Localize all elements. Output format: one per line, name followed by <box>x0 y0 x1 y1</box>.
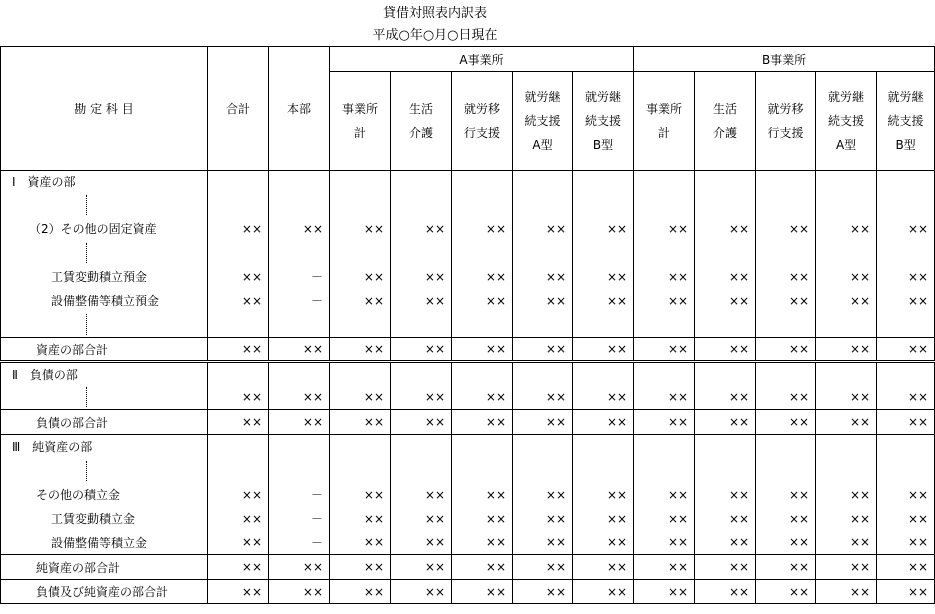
section-heading: Ⅱ 負債の部 <box>1 362 208 386</box>
empty-cell <box>208 362 269 386</box>
amount-cell: ×× <box>816 265 877 289</box>
amount-cell: － <box>269 289 330 313</box>
empty-cell <box>634 459 695 483</box>
empty-cell <box>816 435 877 459</box>
amount-cell: ×× <box>208 217 269 241</box>
empty-cell <box>756 362 816 386</box>
empty-cell <box>816 362 877 386</box>
amount-cell: ×× <box>513 265 573 289</box>
empty-cell <box>877 241 935 265</box>
amount-cell: ×× <box>208 386 269 410</box>
omission-line <box>86 387 87 407</box>
amount-cell: ×× <box>634 289 695 313</box>
amount-cell: ×× <box>877 217 935 241</box>
empty-cell <box>330 435 391 459</box>
amount-cell: ×× <box>391 555 452 580</box>
empty-cell <box>452 171 513 193</box>
subheader-line: 就労移 <box>463 102 500 116</box>
amount-cell: ×× <box>695 289 756 313</box>
empty-cell <box>391 313 452 338</box>
empty-cell <box>816 193 877 217</box>
amount-cell: ×× <box>573 217 634 241</box>
office-b-subheader-0 <box>634 72 695 171</box>
empty-cell <box>634 313 695 338</box>
hq-header: 本部 <box>269 47 330 171</box>
amount-cell: ×× <box>695 531 756 555</box>
amount-cell: ×× <box>816 507 877 531</box>
empty-cell <box>391 362 452 386</box>
omission-marker <box>1 193 208 217</box>
amount-cell: ×× <box>330 289 391 313</box>
empty-cell <box>877 362 935 386</box>
empty-cell <box>330 241 391 265</box>
empty-cell <box>756 193 816 217</box>
amount-cell: ×× <box>877 386 935 410</box>
subheader-line: 就労継 <box>887 90 924 104</box>
empty-cell <box>269 241 330 265</box>
empty-cell <box>634 435 695 459</box>
office-b-subheader-4 <box>877 72 935 171</box>
subheader-line: 計 <box>353 126 366 140</box>
amount-cell: ×× <box>513 289 573 313</box>
amount-cell: ×× <box>634 507 695 531</box>
amount-cell: ×× <box>877 483 935 507</box>
amount-cell: ×× <box>634 555 695 580</box>
amount-cell: ×× <box>391 289 452 313</box>
amount-cell: ×× <box>756 289 816 313</box>
empty-cell <box>695 193 756 217</box>
amount-cell: ×× <box>756 580 816 604</box>
total-label: 純資産の部合計 <box>1 555 208 580</box>
total-label: 負債の部合計 <box>1 410 208 435</box>
empty-cell <box>452 241 513 265</box>
office-b-subheader-3 <box>816 72 877 171</box>
subheader-line: B型 <box>592 138 614 152</box>
amount-cell: ×× <box>695 338 756 362</box>
amount-cell: ×× <box>208 580 269 604</box>
amount-cell: ×× <box>573 531 634 555</box>
amount-cell: ×× <box>391 531 452 555</box>
amount-cell: ×× <box>208 555 269 580</box>
office-b-subheader-2 <box>756 72 816 171</box>
empty-cell <box>573 241 634 265</box>
amount-cell: ×× <box>208 289 269 313</box>
account-label: 工賃変動積立預金 <box>1 265 208 289</box>
empty-cell <box>573 459 634 483</box>
amount-cell: ×× <box>269 338 330 362</box>
empty-cell <box>877 435 935 459</box>
amount-cell: ×× <box>634 338 695 362</box>
empty-cell <box>513 362 573 386</box>
office-a-subheader-1 <box>391 72 452 171</box>
empty-cell <box>695 313 756 338</box>
empty-cell <box>877 313 935 338</box>
amount-cell: ×× <box>877 289 935 313</box>
empty-cell <box>269 193 330 217</box>
empty-cell <box>877 171 935 193</box>
amount-cell: ×× <box>330 217 391 241</box>
amount-cell: ×× <box>269 217 330 241</box>
subheader-line: 計 <box>658 126 671 140</box>
subheader-line: B型 <box>895 138 916 152</box>
amount-cell: － <box>269 265 330 289</box>
empty-cell <box>695 241 756 265</box>
amount-cell: ×× <box>452 217 513 241</box>
omission-line <box>86 195 87 215</box>
amount-cell: ×× <box>391 483 452 507</box>
empty-cell <box>573 193 634 217</box>
empty-cell <box>634 171 695 193</box>
empty-cell <box>330 362 391 386</box>
subheader-line: 続支援 <box>524 114 561 128</box>
empty-cell <box>573 171 634 193</box>
amount-cell: ×× <box>816 217 877 241</box>
subheader-line: A型 <box>835 138 857 152</box>
office-a-subheader-0 <box>330 72 391 171</box>
empty-cell <box>391 435 452 459</box>
amount-cell: ×× <box>452 555 513 580</box>
empty-cell <box>816 313 877 338</box>
empty-cell <box>452 313 513 338</box>
empty-cell <box>756 459 816 483</box>
empty-cell <box>452 362 513 386</box>
omission-marker <box>1 386 208 410</box>
amount-cell: ×× <box>573 289 634 313</box>
amount-cell: ×× <box>756 507 816 531</box>
empty-cell <box>452 459 513 483</box>
amount-cell: ×× <box>513 410 573 435</box>
amount-cell: ×× <box>391 580 452 604</box>
amount-cell: ×× <box>816 338 877 362</box>
amount-cell: ×× <box>816 386 877 410</box>
amount-cell: ×× <box>877 338 935 362</box>
amount-cell: ×× <box>391 410 452 435</box>
amount-cell: ×× <box>816 580 877 604</box>
empty-cell <box>208 171 269 193</box>
amount-cell: ×× <box>452 289 513 313</box>
section-heading: Ⅲ 純資産の部 <box>1 435 208 459</box>
amount-cell: ×× <box>877 531 935 555</box>
empty-cell <box>452 435 513 459</box>
amount-cell: － <box>269 507 330 531</box>
amount-cell: ×× <box>573 338 634 362</box>
amount-cell: ×× <box>816 289 877 313</box>
amount-cell: ×× <box>269 386 330 410</box>
date-line: 平成○年○月○日現在 <box>372 28 498 43</box>
amount-cell: ×× <box>391 507 452 531</box>
empty-cell <box>513 241 573 265</box>
subheader-line: 就労継 <box>585 90 622 104</box>
amount-cell: ×× <box>756 386 816 410</box>
office-b-header: B事業所 <box>634 47 935 72</box>
empty-cell <box>208 459 269 483</box>
amount-cell: ×× <box>634 265 695 289</box>
amount-cell: ×× <box>756 265 816 289</box>
empty-cell <box>756 435 816 459</box>
empty-cell <box>269 171 330 193</box>
omission-line <box>86 314 87 335</box>
amount-cell: ×× <box>513 580 573 604</box>
office-a-header: A事業所 <box>330 47 634 72</box>
amount-cell: ×× <box>695 217 756 241</box>
amount-cell: ×× <box>816 410 877 435</box>
amount-cell: ×× <box>877 555 935 580</box>
subheader-line: 介護 <box>408 126 433 140</box>
omission-line <box>86 461 87 481</box>
empty-cell <box>695 435 756 459</box>
omission-marker <box>1 241 208 265</box>
amount-cell: ×× <box>634 410 695 435</box>
empty-cell <box>208 193 269 217</box>
amount-cell: ×× <box>330 410 391 435</box>
amount-cell: ×× <box>330 338 391 362</box>
empty-cell <box>634 241 695 265</box>
total-header: 合計 <box>208 47 269 171</box>
amount-cell: ×× <box>756 555 816 580</box>
amount-cell: ×× <box>573 483 634 507</box>
office-a-subheader-4 <box>573 72 634 171</box>
account-label: 設備整備等積立金 <box>1 531 208 555</box>
amount-cell: ×× <box>330 531 391 555</box>
empty-cell <box>877 459 935 483</box>
empty-cell <box>513 313 573 338</box>
empty-cell <box>816 459 877 483</box>
account-label: （2）その他の固定資産 <box>1 217 208 241</box>
empty-cell <box>573 362 634 386</box>
empty-cell <box>816 241 877 265</box>
amount-cell: ×× <box>573 507 634 531</box>
amount-cell: ×× <box>634 580 695 604</box>
amount-cell: ×× <box>452 483 513 507</box>
empty-cell <box>756 241 816 265</box>
amount-cell: ×× <box>452 386 513 410</box>
amount-cell: ×× <box>208 338 269 362</box>
amount-cell: ×× <box>208 507 269 531</box>
empty-cell <box>695 459 756 483</box>
amount-cell: ×× <box>513 217 573 241</box>
amount-cell: ×× <box>816 483 877 507</box>
amount-cell: ×× <box>634 217 695 241</box>
account-label: 工賃変動積立金 <box>1 507 208 531</box>
empty-cell <box>634 193 695 217</box>
amount-cell: ×× <box>756 217 816 241</box>
amount-cell: ×× <box>877 265 935 289</box>
total-label: 負債及び純資産の部合計 <box>1 580 208 604</box>
empty-cell <box>573 313 634 338</box>
amount-cell: ×× <box>877 410 935 435</box>
empty-cell <box>756 313 816 338</box>
amount-cell: ×× <box>391 265 452 289</box>
amount-cell: ×× <box>208 483 269 507</box>
omission-marker <box>1 313 208 338</box>
subheader-line: 事業所 <box>646 102 683 116</box>
office-b-subheader-1 <box>695 72 756 171</box>
empty-cell <box>391 171 452 193</box>
empty-cell <box>573 435 634 459</box>
amount-cell: ×× <box>452 580 513 604</box>
empty-cell <box>695 171 756 193</box>
amount-cell: ×× <box>330 265 391 289</box>
amount-cell: ×× <box>513 338 573 362</box>
empty-cell <box>330 193 391 217</box>
amount-cell: ×× <box>695 483 756 507</box>
amount-cell: ×× <box>573 555 634 580</box>
amount-cell: ×× <box>573 580 634 604</box>
empty-cell <box>391 241 452 265</box>
amount-cell: ×× <box>330 580 391 604</box>
empty-cell <box>391 459 452 483</box>
subheader-line: 生活 <box>713 102 738 116</box>
empty-cell <box>391 193 452 217</box>
amount-cell: ×× <box>573 386 634 410</box>
empty-cell <box>330 171 391 193</box>
section-heading: Ⅰ 資産の部 <box>1 171 208 193</box>
amount-cell: － <box>269 531 330 555</box>
amount-cell: ×× <box>695 410 756 435</box>
subheader-line: 就労継 <box>828 90 865 104</box>
empty-cell <box>330 459 391 483</box>
empty-cell <box>208 313 269 338</box>
empty-cell <box>269 435 330 459</box>
amount-cell: ×× <box>330 483 391 507</box>
amount-cell: ×× <box>269 410 330 435</box>
amount-cell: ×× <box>269 580 330 604</box>
amount-cell: ×× <box>452 410 513 435</box>
account-label: その他の積立金 <box>1 483 208 507</box>
subheader-line: 介護 <box>713 126 738 140</box>
amount-cell: ×× <box>756 338 816 362</box>
amount-cell: ×× <box>573 410 634 435</box>
amount-cell: ×× <box>208 410 269 435</box>
empty-cell <box>756 171 816 193</box>
total-label: 資産の部合計 <box>1 338 208 362</box>
empty-cell <box>208 435 269 459</box>
empty-cell <box>877 193 935 217</box>
amount-cell: ×× <box>756 531 816 555</box>
amount-cell: ×× <box>816 531 877 555</box>
amount-cell: ×× <box>452 338 513 362</box>
amount-cell: ×× <box>695 386 756 410</box>
subheader-line: 事業所 <box>341 102 378 116</box>
document-title: 貸借対照表内訳表 <box>382 6 487 21</box>
amount-cell: ×× <box>877 507 935 531</box>
empty-cell <box>513 459 573 483</box>
amount-cell: ×× <box>452 531 513 555</box>
amount-cell: ×× <box>269 555 330 580</box>
account-label: 設備整備等積立預金 <box>1 289 208 313</box>
amount-cell: － <box>269 483 330 507</box>
empty-cell <box>634 362 695 386</box>
balance-sheet-breakdown-table <box>0 46 935 604</box>
omission-marker <box>1 459 208 483</box>
empty-cell <box>269 362 330 386</box>
amount-cell: ×× <box>513 531 573 555</box>
subheader-line: 就労継 <box>524 90 561 104</box>
office-a-subheader-2 <box>452 72 513 171</box>
amount-cell: ×× <box>695 507 756 531</box>
office-a-subheader-3 <box>513 72 573 171</box>
amount-cell: ×× <box>513 507 573 531</box>
empty-cell <box>330 313 391 338</box>
omission-line <box>86 243 87 263</box>
subheader-line: 行支援 <box>767 126 804 140</box>
amount-cell: ×× <box>513 555 573 580</box>
amount-cell: ×× <box>695 265 756 289</box>
amount-cell: ×× <box>756 483 816 507</box>
amount-cell: ×× <box>695 555 756 580</box>
empty-cell <box>452 193 513 217</box>
amount-cell: ×× <box>330 507 391 531</box>
amount-cell: ×× <box>208 531 269 555</box>
account-header: 勘 定 科 目 <box>1 47 208 171</box>
amount-cell: ×× <box>391 217 452 241</box>
empty-cell <box>513 171 573 193</box>
amount-cell: ×× <box>330 555 391 580</box>
subheader-line: 続支援 <box>887 114 924 128</box>
amount-cell: ×× <box>756 410 816 435</box>
amount-cell: ×× <box>816 555 877 580</box>
amount-cell: ×× <box>452 507 513 531</box>
empty-cell <box>269 459 330 483</box>
amount-cell: ×× <box>634 386 695 410</box>
amount-cell: ×× <box>877 580 935 604</box>
amount-cell: ×× <box>452 265 513 289</box>
subheader-line: 就労移 <box>767 102 804 116</box>
subheader-line: 生活 <box>408 102 433 116</box>
subheader-line: 行支援 <box>463 126 500 140</box>
amount-cell: ×× <box>695 580 756 604</box>
amount-cell: ×× <box>391 338 452 362</box>
empty-cell <box>695 362 756 386</box>
subheader-line: 続支援 <box>828 114 865 128</box>
subheader-line: A型 <box>532 138 553 152</box>
empty-cell <box>513 193 573 217</box>
amount-cell: ×× <box>513 483 573 507</box>
amount-cell: ×× <box>330 386 391 410</box>
amount-cell: ×× <box>634 483 695 507</box>
empty-cell <box>208 241 269 265</box>
subheader-line: 続支援 <box>585 114 622 128</box>
amount-cell: ×× <box>391 386 452 410</box>
amount-cell: ×× <box>573 265 634 289</box>
empty-cell <box>816 171 877 193</box>
amount-cell: ×× <box>513 386 573 410</box>
empty-cell <box>269 313 330 338</box>
empty-cell <box>513 435 573 459</box>
amount-cell: ×× <box>634 531 695 555</box>
amount-cell: ×× <box>208 265 269 289</box>
